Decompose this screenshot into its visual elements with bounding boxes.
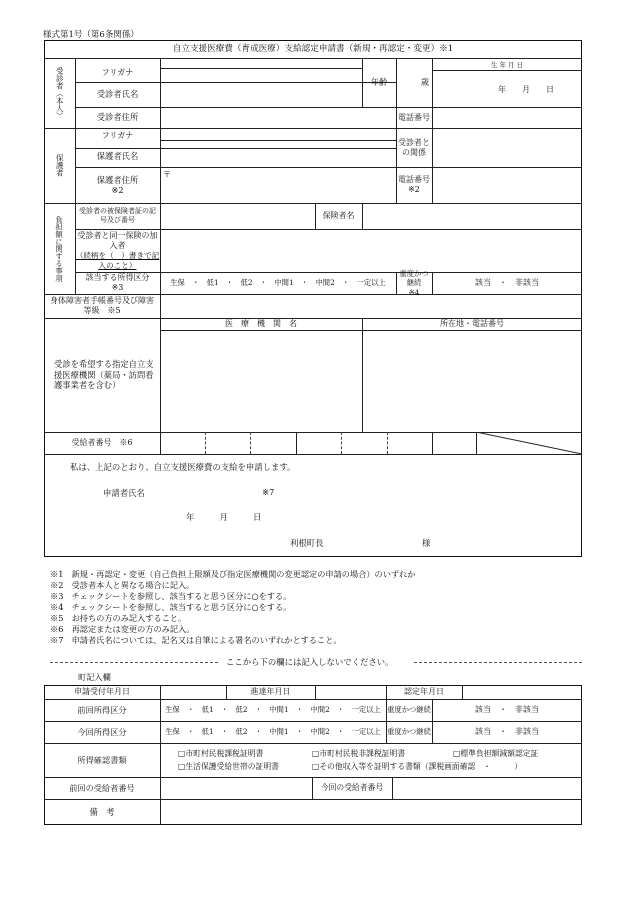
same-insurance-note: （続柄を（ ）書きで記入のこと） [75, 251, 160, 270]
institution-name-header: 医 療 機 関 名 [225, 319, 297, 328]
form-number: 様式第1号（第6条関係） [43, 30, 139, 40]
prev-number-field[interactable] [161, 778, 311, 798]
guardian-address-field[interactable] [161, 168, 395, 202]
recipient-number-label: 受給者番号 ※6 [71, 438, 133, 447]
progress-date-field[interactable] [316, 686, 385, 698]
approval-date-field[interactable] [463, 686, 581, 698]
remarks-field[interactable] [161, 800, 581, 824]
guardian-relation-label: 受診者との関係 [398, 137, 430, 157]
declaration-text: 私は、上記のとおり、自立支援医療費の支給を申請します。 [70, 462, 296, 472]
institution-address-header: 所在地・電話番号 [440, 319, 504, 328]
guardian-name-label: 保護者氏名 [96, 151, 139, 162]
patient-name-field[interactable] [161, 69, 361, 106]
footnote-4: ※4 チェックシートを参照し、該当すると思う区分に○をする。 [50, 602, 292, 612]
insurer-name-label: 保険者名 [322, 211, 355, 220]
mayor-label: 利根町長 [290, 538, 324, 548]
heavy-continuous-options[interactable]: 該当 ・ 非該当 [475, 278, 539, 287]
footnote-6: ※6 再認定または変更の方のみ記入。 [50, 624, 195, 634]
income-class-text: 該当する所得区分 [85, 273, 150, 282]
income-class-note: ※3 [111, 283, 124, 292]
same-insurance-label [75, 229, 160, 272]
applicant-note: ※7 [262, 487, 275, 497]
progress-date-label: 進達年月日 [250, 687, 291, 696]
divider-line-right [414, 662, 582, 663]
recipient-number-diagonal [476, 432, 582, 454]
approval-date-label: 認定年月日 [404, 687, 444, 696]
guardian-address-label [75, 167, 160, 203]
prev-heavy-options[interactable]: 該当 ・ 非該当 [475, 705, 539, 714]
guardian-relation-field[interactable] [433, 129, 581, 166]
form-title: 自立支援医療費（育成医療）支給認定申請書（新規・再認定・変更）※1 [172, 43, 454, 54]
curr-income-label: 今回所得区分 [77, 726, 127, 737]
institution-label: 受診を希望する指定自立支援医療機関（薬局・訪問看護事業者を含む） [54, 359, 154, 391]
insurer-name-field[interactable] [363, 204, 581, 228]
guardian-address-note: ※2 [111, 185, 124, 195]
prev-heavy-label: 重度かつ継続 [387, 705, 431, 715]
doc-nontax-certificate[interactable]: □市町村民税非課税証明書 [312, 749, 406, 758]
disability-field[interactable] [161, 295, 581, 317]
patient-phone-label: 電話番号 [398, 112, 430, 122]
guardian-phone-note: ※2 [408, 185, 420, 194]
patient-age-unit: 歳 [420, 77, 429, 88]
guardian-phone-text: 電話番号 [398, 175, 430, 184]
birth-date-fields: 年 月 日 [498, 84, 554, 94]
patient-address-field[interactable] [161, 108, 395, 127]
heavy-continuous-note: ※4 [408, 287, 420, 297]
insured-card-label: 受診者の被保険者証の記号及び番号 [79, 207, 156, 224]
guardian-phone-field[interactable] [433, 168, 581, 202]
income-class-options[interactable]: 生保 ・ 低1 ・ 低2 ・ 中間1 ・ 中間2 ・ 一定以上 [170, 278, 386, 288]
doc-welfare-certificate[interactable]: □生活保護受給世帯の証明書 [178, 762, 279, 771]
application-date[interactable]: 年 月 日 [186, 512, 262, 522]
same-insurance-text: 受診者と同一保険の加入者 [77, 231, 158, 251]
divider-text: ここから下の欄には記入しないでください。 [226, 657, 394, 667]
institution-address-field[interactable] [363, 331, 581, 431]
institution-name-field[interactable] [161, 331, 361, 431]
income-docs-label: 所得確認書類 [77, 754, 127, 765]
patient-age-label: 年齢 [370, 77, 388, 88]
guardian-furigana-label: フリガナ [101, 131, 134, 140]
curr-heavy-label: 重度かつ継続 [387, 727, 431, 737]
heavy-continuous-text: 重度かつ継続 [399, 269, 429, 288]
receipt-date-field[interactable] [161, 686, 225, 698]
postal-mark: 〒 [163, 170, 171, 179]
income-class-label [75, 272, 160, 294]
curr-heavy-options[interactable]: 該当 ・ 非該当 [475, 727, 539, 736]
guardian-section-label: 保護者 [55, 154, 65, 177]
birth-date-header: 生 年 月 日 [490, 60, 524, 69]
prev-income-options[interactable]: 生保 ・ 低1 ・ 低2 ・ 中間1 ・ 中間2 ・ 一定以上 [165, 705, 381, 715]
doc-other-income[interactable]: □その他収入等を証明する書類（課税画面確認 ・ ） [312, 762, 523, 771]
doc-reduction-certificate[interactable]: □標準負担額減額認定証 [453, 749, 539, 758]
heavy-continuous-label [396, 269, 432, 297]
footnote-7: ※7 申請者氏名については、記名又は自筆による署名のいずれかとすること。 [50, 635, 342, 645]
patient-address-label: 受診者住所 [96, 112, 139, 123]
patient-name-label: 受診者氏名 [96, 89, 139, 100]
divider-line-left [50, 662, 218, 663]
footnote-1: ※1 新規・再認定・変更（自己負担上限額及び指定医療機関の変更認定の申請の場合）のいずれか [50, 569, 416, 579]
office-section-label: 町記入欄 [78, 672, 111, 682]
prev-income-label: 前回所得区分 [77, 704, 127, 715]
patient-section-label: 受診者（本人） [55, 66, 65, 120]
applicant-label: 申請者氏名 [103, 488, 145, 498]
same-insurance-field[interactable] [161, 230, 581, 271]
remarks-label: 備 考 [89, 806, 115, 817]
patient-furigana-label: フリガナ [101, 68, 134, 77]
burden-section-label: 負担額に関する事項 [55, 216, 65, 282]
guardian-address-text: 保護者住所 [96, 174, 139, 185]
applicant-name-field[interactable] [150, 484, 258, 498]
footnote-2: ※2 受診者本人と異なる場合に記入。 [50, 580, 195, 590]
prev-number-label: 前回の受給者番号 [69, 782, 135, 793]
receipt-date-label: 申請受付年月日 [74, 687, 130, 696]
curr-number-label: 今回の受給者番号 [320, 783, 384, 793]
guardian-name-field[interactable] [161, 141, 395, 166]
recipient-number-field[interactable] [161, 433, 475, 453]
footnote-5: ※5 お持ちの方のみ記入すること。 [50, 613, 187, 623]
footnote-3: ※3 チェックシートを参照し、該当すると思う区分に○をする。 [50, 591, 292, 601]
doc-tax-certificate[interactable]: □市町村民税課税証明書 [178, 749, 264, 758]
patient-phone-field[interactable] [433, 108, 581, 127]
mayor-honorific: 様 [422, 538, 431, 548]
curr-number-field[interactable] [393, 778, 581, 798]
disability-label: 身体障害者手帳番号及び障害等級 ※5 [50, 296, 154, 315]
curr-income-options[interactable]: 生保 ・ 低1 ・ 低2 ・ 中間1 ・ 中間2 ・ 一定以上 [165, 727, 381, 737]
guardian-phone-label [396, 167, 432, 203]
insured-card-field[interactable] [161, 204, 314, 228]
